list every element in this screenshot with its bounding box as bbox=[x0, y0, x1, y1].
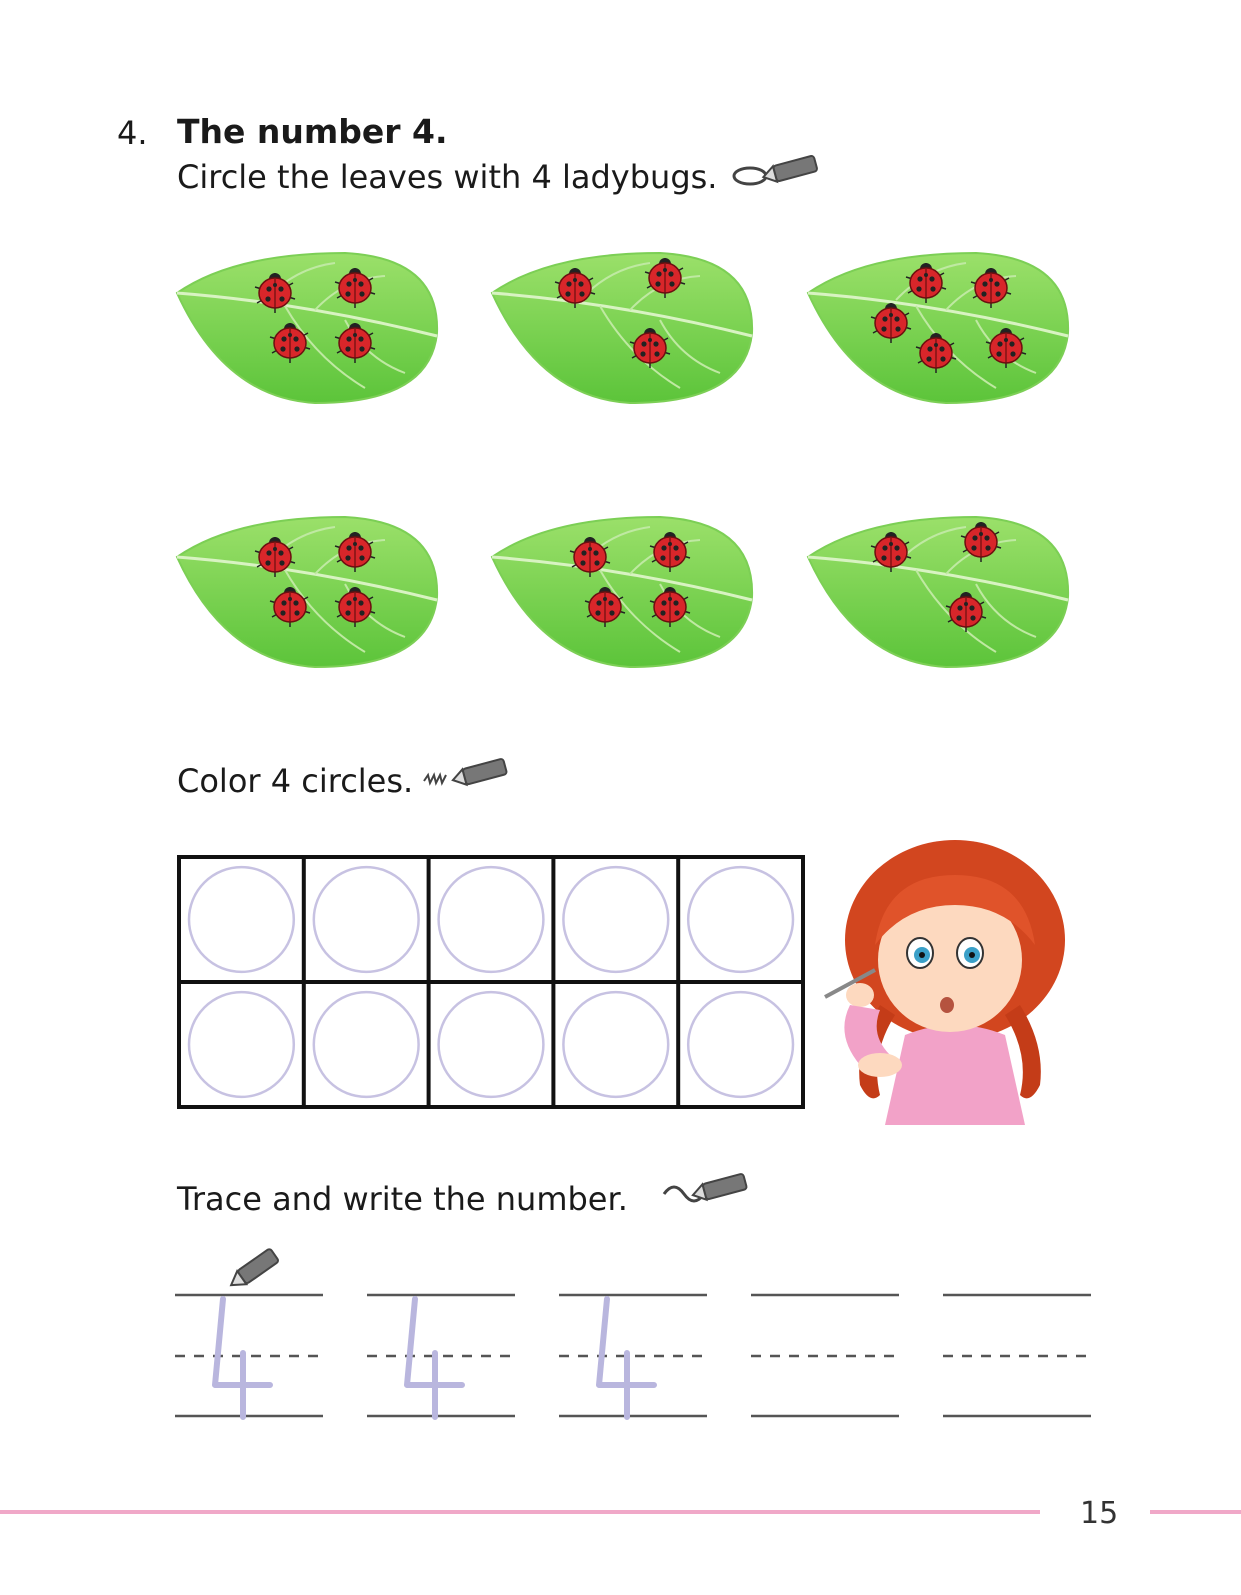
instruction-circle-text: Circle the leaves with 4 ladybugs. bbox=[177, 158, 718, 196]
leaf-2[interactable] bbox=[490, 248, 760, 408]
leaf-5[interactable] bbox=[490, 512, 760, 672]
leaf-3[interactable] bbox=[806, 248, 1076, 408]
trace-box-blank[interactable] bbox=[943, 1285, 1093, 1425]
instruction-trace-text: Trace and write the number. bbox=[177, 1180, 628, 1218]
instruction-circle bbox=[177, 158, 717, 196]
ten-frame-circle[interactable] bbox=[688, 867, 793, 972]
ten-frame-circle[interactable] bbox=[563, 867, 668, 972]
ten-frame-circle[interactable] bbox=[563, 992, 668, 1097]
instruction-color-text: Color 4 circles. bbox=[177, 762, 414, 800]
trace-start-pencil-icon bbox=[222, 1248, 284, 1294]
ten-frame-circle[interactable] bbox=[189, 867, 294, 972]
instruction-trace bbox=[177, 1180, 628, 1218]
ten-frame bbox=[177, 855, 805, 1109]
leaf-4[interactable] bbox=[175, 512, 445, 672]
exercise-title: The number 4. bbox=[177, 112, 448, 151]
instruction-color bbox=[177, 762, 413, 800]
pencil-wave-icon bbox=[660, 1172, 755, 1210]
footer-line-left bbox=[0, 1510, 1040, 1514]
exercise-number: 4. bbox=[117, 114, 148, 152]
pencil-circle-icon bbox=[730, 152, 825, 190]
ten-frame-circle[interactable] bbox=[189, 992, 294, 1097]
leaf-6[interactable] bbox=[806, 512, 1076, 672]
pencil-scribble-icon bbox=[420, 757, 515, 795]
ten-frame-circle[interactable] bbox=[314, 992, 419, 1097]
trace-box-digit[interactable] bbox=[559, 1285, 709, 1425]
footer-line-right bbox=[1150, 1510, 1241, 1514]
ten-frame-circle[interactable] bbox=[439, 867, 544, 972]
girl-illustration bbox=[820, 835, 1085, 1125]
trace-box-digit[interactable] bbox=[175, 1285, 325, 1425]
page-number: 15 bbox=[1080, 1496, 1119, 1531]
leaf-1[interactable] bbox=[175, 248, 445, 408]
trace-box-digit[interactable] bbox=[367, 1285, 517, 1425]
trace-box-blank[interactable] bbox=[751, 1285, 901, 1425]
ten-frame-circle[interactable] bbox=[439, 992, 544, 1097]
ten-frame-circle[interactable] bbox=[688, 992, 793, 1097]
ten-frame-circle[interactable] bbox=[314, 867, 419, 972]
